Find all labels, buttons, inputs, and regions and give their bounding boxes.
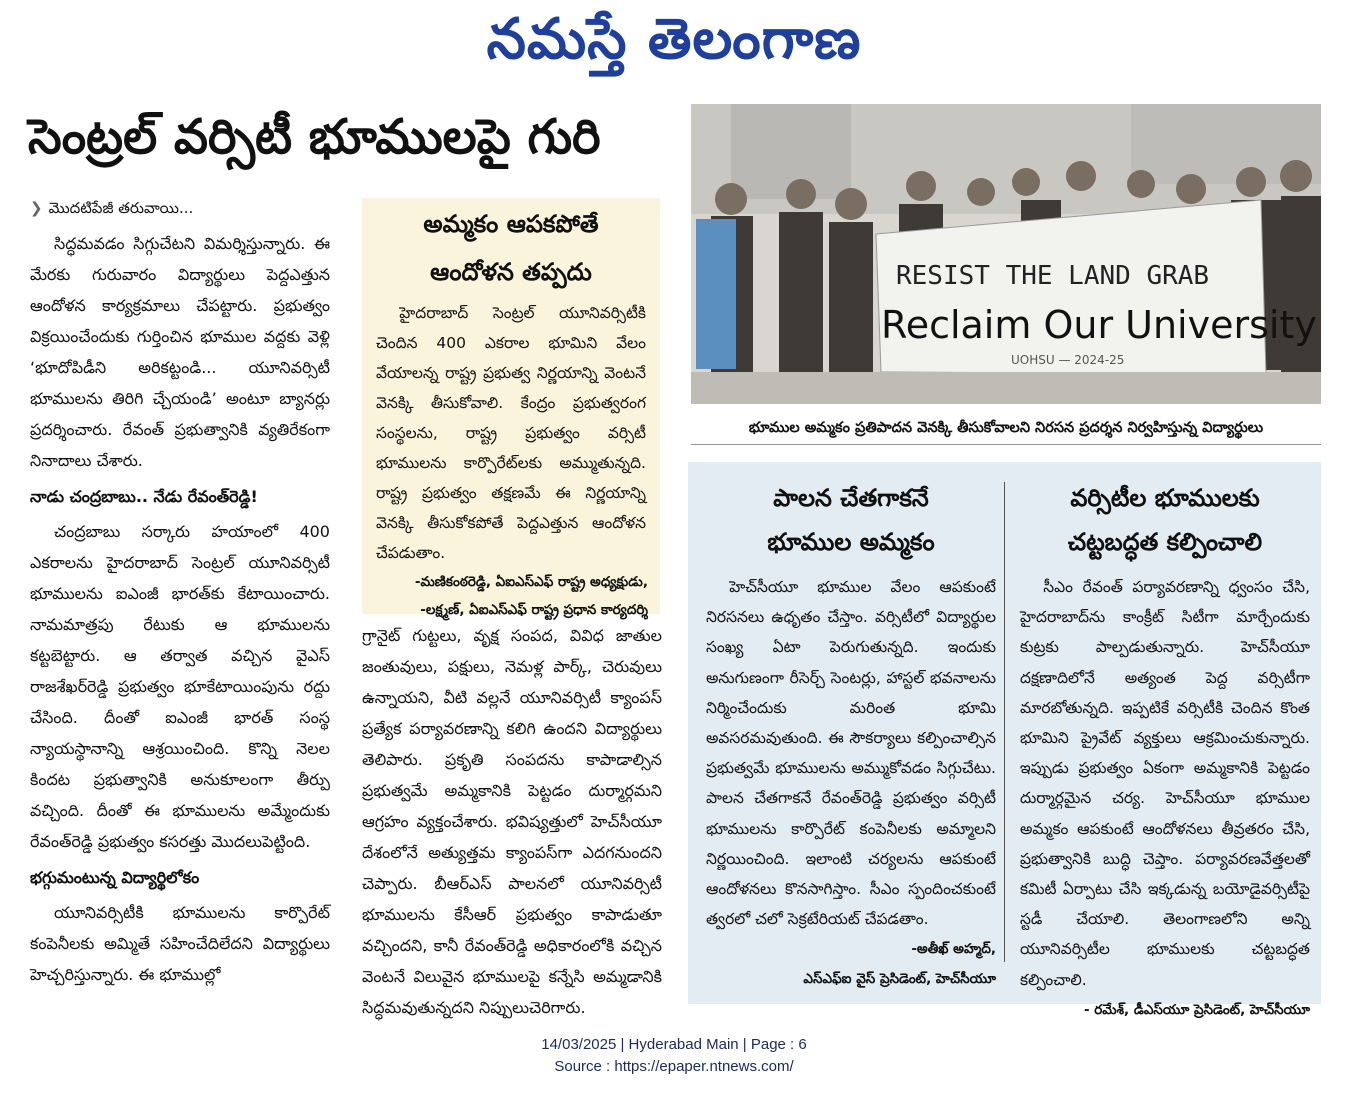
footer-source[interactable]: Source : https://epaper.ntnews.com/ [554, 1058, 794, 1075]
opinion-left [706, 462, 996, 994]
article-column-2 [362, 620, 662, 1023]
photo-caption: భూముల అమ్మకం ప్రతిపాదన వెనక్కి తీసుకోవాలని నిరసన ప్రదర్శన నిర్వహిస్తున్న విద్యార్థులు [691, 412, 1321, 445]
sidebar-box-aisf [362, 198, 660, 618]
article-paragraph: చంద్రబాబు సర్కారు హయాంలో 400 ఎకరాలను హైదరాబాద్ సెంట్రల్ యూనివర్సిటీ భూములను ఐఎంజీ భారత్‌కు కేటాయించారు. నామమాత్రపు రేటుకు ఆ భూములను కట్టబెట్టారు. ఆ తర్వాత వచ్చిన వైఎస్ రాజశేఖర్‌రెడ్డి ప్రభుత్వం భూకేటాయింపును రద్దు చేసింది. దీంతో ఐఎంజీ భారత్ సంస్థ న్యాయస్థానాన్ని ఆశ్రయించింది. కొన్ని నెలల కిందట ప్రభుత్వానికి అనుకూలంగా తీర్పు వచ్చింది. దీంతో ఈ భూములను అమ్మేందుకు రేవంత్‌రెడ్డి ప్రభుత్వం కసరత్తు మొదలుపెట్టింది. [30, 522, 330, 851]
box-heading: చట్టబద్ధత కల్పించాలి [1067, 528, 1263, 556]
continued-text: మొదటిపేజీ తరువాయి... [48, 199, 194, 217]
box-signature: -మణికంఠరెడ్డి, ఏఐఎస్‌ఎఫ్ రాష్ట్ర అధ్యక్షుడు, [414, 574, 648, 590]
article-column-1 [30, 228, 330, 990]
banner-tag: UOHSU — 2024-25 [1011, 353, 1125, 367]
box-signature: -లక్ష్మణ్, ఏఐఎస్‌ఎఫ్ రాష్ట్ర ప్రధాన కార్యదర్శి [420, 602, 648, 618]
box-heading: ఆందోళన తప్పదు [430, 258, 592, 286]
column-divider [1004, 482, 1005, 962]
box-signature: ఎస్‌ఎఫ్‌ఐ వైస్ ప్రెసిడెంట్, హెచ్‌సీయూ [803, 971, 996, 988]
subheading: నాడు చంద్రబాబు.. నేడు రేవంత్‌రెడ్డి! [30, 487, 258, 506]
opinion-right [1020, 462, 1310, 1025]
footer-date-edition: 14/03/2025 | Hyderabad Main | Page : 6 [541, 1036, 807, 1053]
banner-line-2: Reclaim Our University [881, 303, 1317, 347]
protest-photo [691, 104, 1321, 404]
box-body: హైదరాబాద్ సెంట్రల్ యూనివర్సిటీకి చెందిన 400 ఎకరాల భూమిని వేలం వేయాలన్న రాష్ట్ర ప్రభుత్వ నిర్ణయాన్ని వెంటనే వెనక్కి తీసుకోవాలి. కేంద్రం ప్రభుత్వరంగ సంస్థలను, రాష్ట్ర ప్రభుత్వం వర్సిటీ భూములను కార్పొరేట్‌లకు అమ్ముతున్నది. రాష్ట్ర ప్రభుత్వం తక్షణమే ఈ నిర్ణయాన్ని వెనక్కి తీసుకోకపోతే పెద్దఎత్తున ఆందోళన చేపడుతాం. [376, 304, 646, 562]
box-body: సీఎం రేవంత్ పర్యావరణాన్ని ధ్వంసం చేసి, హైదరాబాద్‌ను కాంక్రీట్ సిటీగా మార్చేందుకు కుట్రకు పాల్పడుతున్నారు. హెచ్‌సీయూ దక్షణాదిలోనే అత్యంత పెద్ద వర్సిటీగా మారబోతున్నది. ఇప్పటికే వర్సిటీకి చెందిన కొంత భూమిని ప్రైవేట్ వ్యక్తులు ఆక్రమించుకున్నారు. ఇప్పుడు ప్రభుత్వం ఏకంగా అమ్మకానికి పెట్టడం దుర్మార్గమైన చర్య. హెచ్‌సీయూ భూముల అమ్మకం ఆపకుంటే ఆందోళనలు తీవ్రతరం చేసి, ప్రభుత్వానికి బుద్ధి చెప్తాం. పర్యావరణవేత్తలతో కమిటీ ఏర్పాటు చేసి ఇక్కడున్న బయోడైవర్సిటీపై స్టడీ చేయాలి. తెలంగాణలోని అన్ని యూనివర్సిటీల భూములకు చట్టబద్ధత కల్పించాలి. [1020, 578, 1310, 989]
headline: సెంట్రల్ వర్సిటీ భూములపై గురి [28, 109, 601, 165]
chevron-right-icon: ❯ [30, 199, 43, 217]
sidebar-box-opinions [688, 462, 1321, 1018]
article-paragraph: గ్రానైట్ గుట్టలు, వృక్ష సంపద, వివిధ జాతుల జంతువులు, పక్షులు, నెమళ్ల పార్క్, చెరువులు ఉన్నాయని, వీటి వల్లనే యూనివర్సిటీ క్యాంపస్ ప్రత్యేక పర్యావరణాన్ని కలిగి ఉందని విద్యార్థులు తెలిపారు. ప్రకృతి సంపదను కాపాడాల్సిన ప్రభుత్వమే అమ్మకానికి పెట్టడం దుర్మార్గమని ఆగ్రహం వ్యక్తంచేశారు. భవిష్యత్తులో హెచ్‌సీయూ దేశంలోనే అత్యుత్తమ క్యాంపస్‌గా ఎదగనుందని చెప్పారు. బీఆర్‌ఎస్ పాలనలో యూనివర్సిటీ భూములను కేసీఆర్ ప్రభుత్వం కాపాడుతూ వచ్చిందని, కానీ రేవంత్‌రెడ్డి అధికారంలోకి వచ్చిన వెంటనే విలువైన భూములపై కన్నేసి అమ్మడానికి సిద్ధమవుతున్నదని నిప్పులుచెరిగారు. [362, 626, 662, 1017]
box-heading: వర్సిటీల భూములకు [1070, 484, 1260, 512]
banner-line-1: RESIST THE LAND GRAB [896, 261, 1210, 291]
box-signature: -అతీఖ్ అహ్మద్, [911, 941, 996, 958]
box-heading: అమ్మకం ఆపకపోతే [423, 210, 599, 238]
article-paragraph: సిద్ధమవడం సిగ్గుచేటని విమర్శిస్తున్నారు. ఈ మేరకు గురువారం విద్యార్థులు పెద్దఎత్తున ఆందోళన కార్యక్రమాలు చేపట్టారు. ప్రభుత్వం విక్రయించేందుకు గుర్తించిన భూముల వద్దకు వెళ్లి ‘భూదోపిడీని అరికట్టండి... యూనివర్సిటీ భూములను తిరిగి చ్చేయండి’ అంటూ బ్యానర్లు ప్రదర్శించారు. రేవంత్ ప్రభుత్వానికి వ్యతిరేకంగా నినాదాలు చేశారు. [30, 234, 330, 470]
box-heading: పాలన చేతగాకనే [773, 484, 929, 512]
continued-marker [30, 196, 330, 220]
page-footer [0, 1034, 1348, 1078]
subheading: భగ్గుమంటున్న విద్యార్థిలోకం [30, 868, 200, 887]
box-signature: - రమేశ్, డీఎస్‌యూ ప్రెసిడెంట్, హెచ్‌సీయూ [1083, 1001, 1310, 1018]
masthead-logo: నమస్తే తెలంగాణ [486, 6, 862, 72]
box-heading: భూముల అమ్మకం [767, 528, 935, 556]
article-paragraph: యూనివర్సిటీకి భూములను కార్పొరేట్ కంపెనీలకు అమ్మితే సహించేదిలేదని విద్యార్థులు హెచ్చరిస్తున్నారు. ఈ భూముల్లో [30, 903, 330, 984]
box-body: హెచ్‌సీయూ భూముల వేలం ఆపకుంటే నిరసనలు ఉధృతం చేస్తాం. వర్సిటీలో విద్యార్థుల సంఖ్య ఏటా పెరుగుతున్నది. ఇందుకు అనుగుణంగా రీసెర్చ్ సెంటర్లు, హాస్టల్ భవనాలను నిర్మించేందుకు మరింత భూమి అవసరమవుతుంది. ఈ సౌకర్యాలు కల్పించాల్సిన ప్రభుత్వమే భూములను అమ్ముకోవడం సిగ్గుచేటు. పాలన చేతగాకనే రేవంత్‌రెడ్డి ప్రభుత్వం వర్సిటీ భూములను కార్పొరేట్ కంపెనీలకు అమ్మాలని నిర్ణయించింది. ఇలాంటి చర్యలను ఆపకుంటే ఆందోళనలు కొనసాగిస్తాం. సీఎం స్పందించకుంటే త్వరలో చలో సెక్రటేరియట్ చేపడతాం. [706, 578, 996, 929]
protest-photo-illustration [691, 104, 1321, 404]
